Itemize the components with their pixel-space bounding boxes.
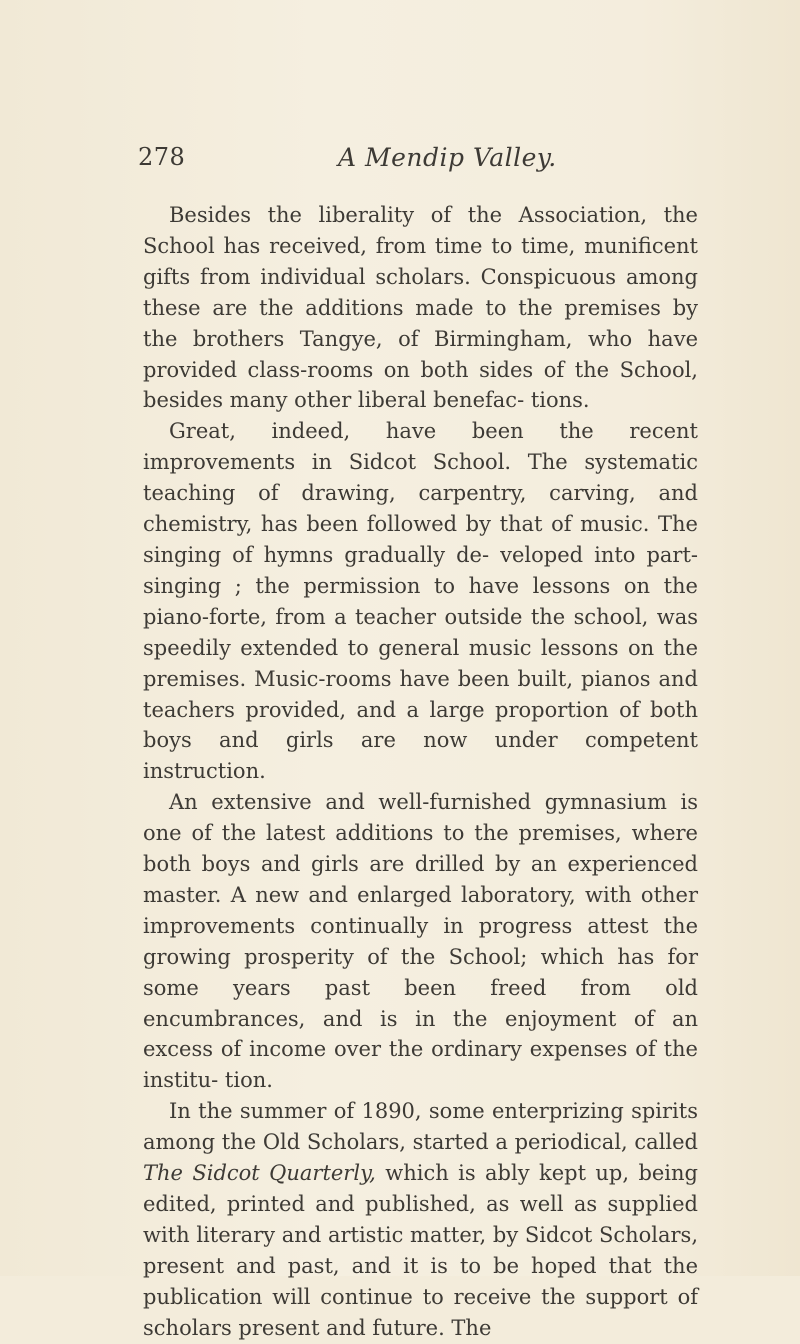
page-header bbox=[138, 143, 698, 183]
paragraph-periodical bbox=[143, 1096, 698, 1343]
paragraph-text: Great, indeed, have been the recent improvements in Sidcot School. The systematic teaching of drawing, carpentry, carving, and chemistry, has been followed by that of music. The singing of hymns gradually de- veloped into part-singing ; the permission to have lessons on the piano-forte, from a teacher outside the school, was speedily extended to general music lessons on the premises. Music-rooms have been built, pianos and teachers provided, and a large proportion of both boys and girls are now under competent instruction. bbox=[143, 419, 698, 784]
paragraph-liberality bbox=[143, 200, 698, 416]
periodical-title: The Sidcot Quarterly, bbox=[143, 1161, 376, 1186]
body-text bbox=[143, 200, 698, 1344]
page-number: 278 bbox=[138, 143, 186, 171]
paragraph-improvements bbox=[143, 416, 698, 787]
paragraph-text: Besides the liberality of the Association, the School has received, from time to time, munificent gifts from individual scholars. Conspicuous among these are the additions made to the premises by the brothers Tangye, of Birmingham, who have provided class-rooms on both sides of the School, besides many other liberal benefac- tions. bbox=[143, 203, 698, 413]
paragraph-text: which is ably kept up, being edited, printed and published, as well as supplied with literary and artistic matter, by Sidcot Scholars, present and past, and it is to be hoped that the publication will continue to receive the support of scholars present and future. The bbox=[143, 1161, 698, 1340]
paragraph-text: In the summer of 1890, some enterprizing spirits among the Old Scholars, started a periodical, called bbox=[143, 1099, 698, 1155]
running-title: A Mendip Valley. bbox=[338, 143, 557, 172]
paragraph-gymnasium bbox=[143, 787, 698, 1096]
paragraph-text: An extensive and well-furnished gymnasium is one of the latest additions to the premises, where both boys and girls are drilled by an experienced master. A new and enlarged laboratory, with other improvements continually in progress attest the growing prosperity of the School; which has for some years past been freed from old encumbrances, and is in the enjoyment of an excess of income over the ordinary expenses of the institu- tion. bbox=[143, 790, 698, 1093]
